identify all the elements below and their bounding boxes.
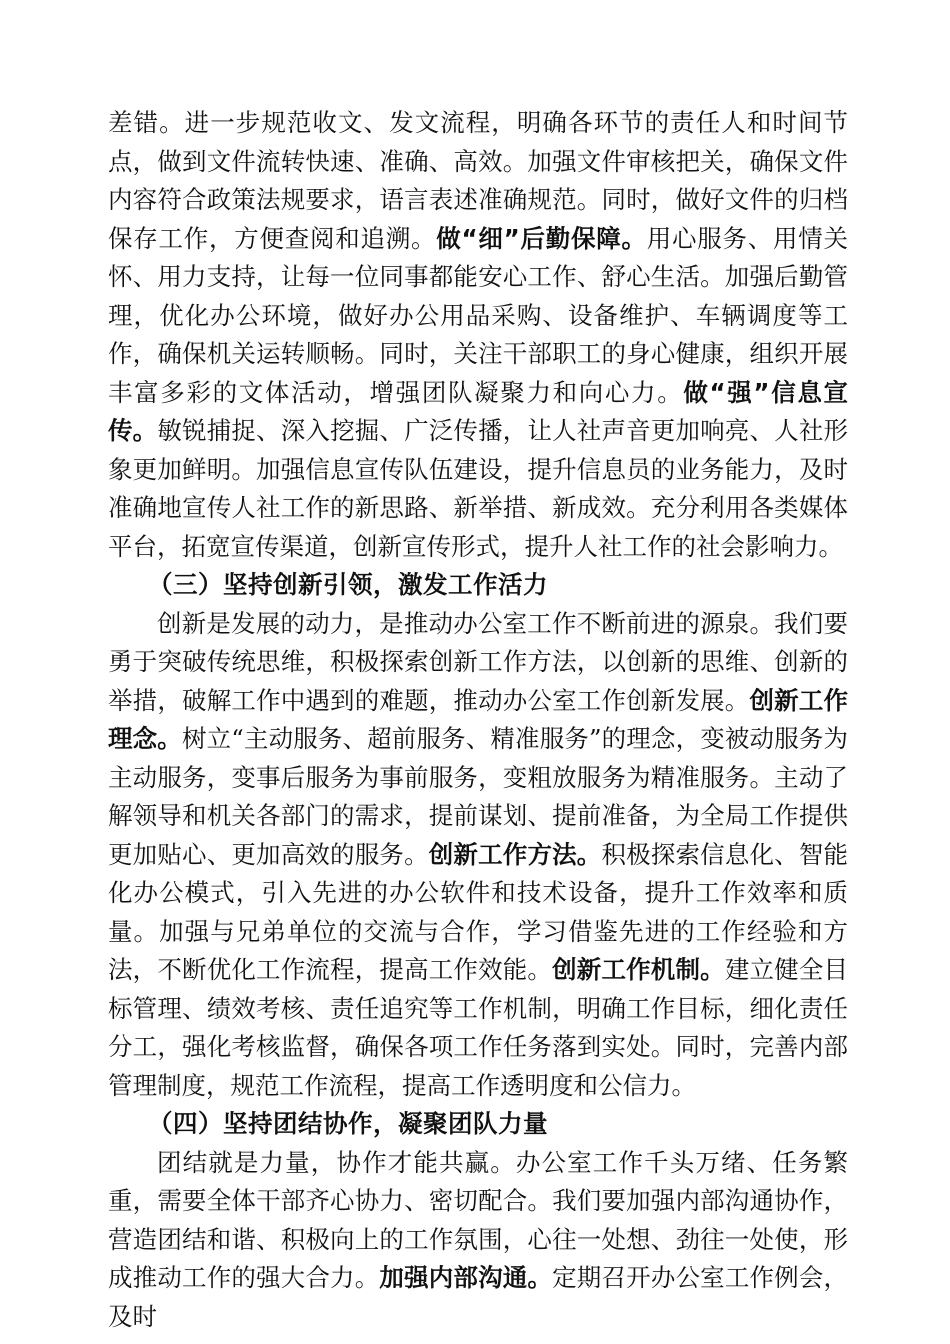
bold-lead-publicity: 做“强”信息宣传。 bbox=[108, 377, 848, 445]
bold-lead-logistics: 做“细”后勤保障。 bbox=[436, 223, 647, 253]
text-run: 差错。进一步规范收文、发文流程，明确各环节的责任人和时间节点，做到文件流转快速、准确、高效。加强文件审核把关，确保文件内容符合政策法规要求，语言表述准确规范。同时，做好文件的归档保存工作，方便查阅和追溯。 bbox=[108, 108, 848, 253]
paragraph-continuation bbox=[108, 104, 848, 566]
bold-lead-method: 创新工作方法。 bbox=[428, 839, 602, 869]
paragraph-innovation bbox=[108, 605, 848, 1106]
bold-lead-concept: 创新工作理念。 bbox=[108, 685, 849, 753]
text-run: 树立“主动服务、超前服务、精准服务”的理念，变被动服务为主动服务，变事后服务为事前服务，变粗放服务为精准服务。主动了解领导和机关各部门的需求，提前谋划、提前准备，为全局工作提供更加贴心、更加高效的服务。 bbox=[108, 724, 848, 869]
text-run: 建立健全目标管理、绩效考核、责任追究等工作机制，明确工作目标，细化责任分工，强化考核监督，确保各项工作任务落到实处。同时，完善内部管理制度，规范工作流程，提高工作透明度和公信力。 bbox=[108, 955, 849, 1100]
section-heading-innovation: （三）坚持创新引领，激发工作活力 bbox=[148, 570, 548, 599]
bold-lead-mechanism: 创新工作机制。 bbox=[552, 955, 725, 984]
text-run: 积极探索信息化、智能化办公模式，引入先进的办公软件和技术设备，提升工作效率和质量。加强与兄弟单位的交流与合作，学习借鉴先进的工作经验和方法，不断优化工作流程，提高工作效能。 bbox=[108, 839, 849, 984]
text-run: 敏锐捕捉、深入挖掘、广泛传播，让人社声音更加响亮、人社形象更加鲜明。加强信息宣传队伍建设，提升信息员的业务能力，及时准确地宣传人社工作的新思路、新举措、新成效。充分利用各类媒体平台，拓宽宣传渠道，创新宣传形式，提升人社工作的社会影响力。 bbox=[108, 416, 849, 561]
text-run: 团结就是力量，协作才能共赢。办公室工作千头万绪、任务繁重，需要全体干部齐心协力、密切配合。我们要加强内部沟通协作，营造团结和谐、积极向上的工作氛围，心往一处想、劲往一处使，形成推动工作的强大合力。 bbox=[108, 1147, 848, 1292]
paragraph-teamwork bbox=[108, 1144, 848, 1337]
text-run: 用心服务、用情关怀、用力支持，让每一位同事都能安心工作、舒心生活。加强后勤管理，优化办公环境，做好办公用品采购、设备维护、车辆调度等工作，确保机关运转顺畅。同时，关注干部职工的身心健康，组织开展丰富多彩的文体活动，增强团队凝聚力和向心力。 bbox=[108, 223, 848, 407]
section-heading-teamwork: （四）坚持团结协作，凝聚团队力量 bbox=[148, 1109, 548, 1138]
document-body bbox=[108, 104, 848, 1336]
text-run: 创新是发展的动力，是推动办公室工作不断前进的源泉。我们要勇于突破传统思维，积极探索创新工作方法，以创新的思维、创新的举措，破解工作中遇到的难题，推动办公室工作创新发展。 bbox=[108, 608, 848, 715]
text-run: 定期召开办公室工作例会，及时 bbox=[108, 1263, 849, 1331]
bold-lead-communication: 加强内部沟通。 bbox=[379, 1263, 553, 1292]
